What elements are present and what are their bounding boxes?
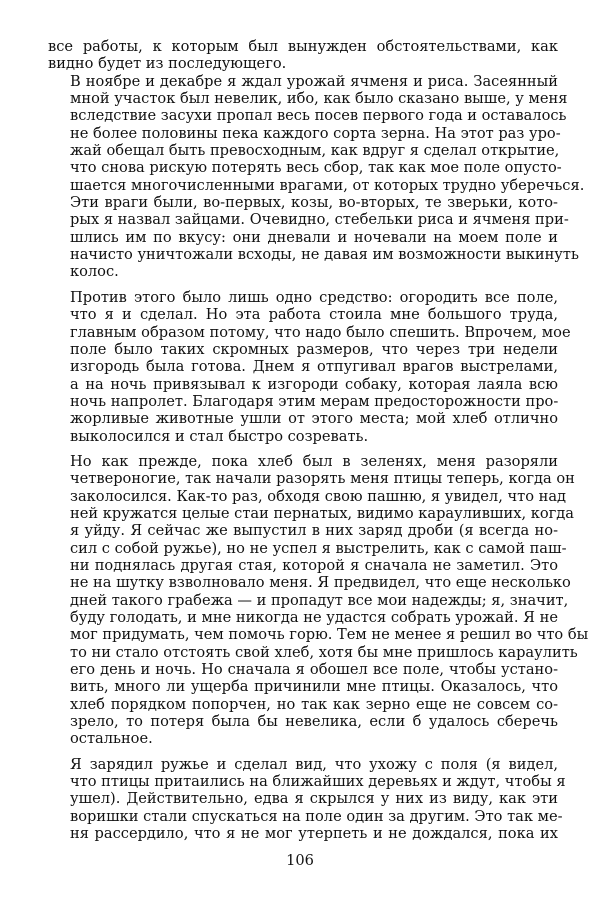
text-line: дней такого грабежа — и пропадут все мои надежды; я, значит, [70, 591, 569, 609]
text-line: Против этого было лишь одно средство: огородить все поле, [70, 288, 558, 306]
text-line: Но как прежде, пока хлеб был в зеленях, меня разоряли [70, 452, 558, 470]
book-page-text [48, 38, 589, 843]
text-line: главным образом потому, что надо было спешить. Впрочем, мое [70, 323, 571, 341]
text-line: я уйду. Я сейчас же выпустил в них заряд дроби (я всегда но- [70, 522, 558, 540]
text-line: что снова рискую потерять весь сбор, так как мое поле опусто- [70, 159, 562, 177]
text-line: ня рассердило, что я не мог утерпеть и не дождался, пока их [70, 825, 558, 843]
text-line: начисто уничтожали всходы, не давая им возможности выкинуть [70, 246, 579, 264]
text-line: что птицы притаились на ближайших деревьях и ждут, чтобы я [70, 773, 566, 791]
text-line: колос. [70, 263, 119, 281]
text-line: что я и сделал. Но эта работа стоила мне большого труда, [70, 306, 558, 324]
text-line: В ноябре и декабре я ждал урожай ячменя и риса. Засеянный [70, 72, 558, 90]
text-line: ночь напролет. Благодаря этим мерам предосторожности про- [70, 392, 559, 410]
text-line: изгородь была готова. Днем я отпугивал врагов выстрелами, [70, 358, 558, 376]
text-line: вить, много ли ущерба причинили мне птицы. Оказалось, что [70, 678, 558, 696]
paragraph-p4 [48, 452, 589, 748]
text-line: ней кружатся целые стаи пернатых, видимо карауливших, когда [70, 504, 574, 522]
text-line: остальное. [70, 730, 153, 748]
text-line: не на шутку взволновало меня. Я предвидел, что еще несколько [70, 574, 571, 592]
text-line: шается многочисленными врагами, от которых трудно уберечься. [70, 176, 585, 194]
text-line: не более половины пека каждого сорта зерна. На этот раз уро- [70, 124, 561, 142]
text-line: буду голодать, и мне никогда не удастся собрать урожай. Я не [70, 609, 558, 626]
text-line: вследствие засухи пропал весь посев первого года и оставалось [70, 107, 567, 125]
text-line: мог придумать, чем помочь горю. Тем не менее я решил во что бы [70, 626, 589, 644]
paragraph-p2 [48, 72, 585, 281]
text-line: шлись им по вкусу: они дневали и ночевали на моем поле и [70, 228, 558, 246]
paragraph-p1 [48, 38, 558, 73]
text-line: Эти враги были, во-первых, козы, во-вторых, те зверьки, кото- [70, 194, 558, 212]
text-line: жай обещал быть превосходным, как вдруг я сделал открытие, [70, 142, 560, 160]
page-number: 106 [286, 852, 314, 869]
text-line: хлеб порядком попорчен, но так как зерно еще не совсем со- [70, 695, 558, 713]
paragraph-p3 [48, 288, 571, 445]
text-line: поле было таких скромных размеров, что через три недели [70, 340, 558, 358]
text-line: а на ночь привязывал к изгороди собаку, которая лаяла всю [70, 375, 558, 393]
text-line: все работы, к которым был вынужден обстоятельствами, как [48, 38, 558, 55]
text-line: мной участок был невелик, ибо, как было сказано выше, у меня [70, 90, 568, 108]
text-line: жорливые животные ушли от этого места; мой хлеб отлично [70, 410, 558, 428]
text-line: рых я назвал зайцами. Очевидно, стебельки риса и ячменя при- [70, 211, 569, 229]
text-line: выколосился и стал быстро созревать. [70, 427, 369, 445]
text-line: ушел). Действительно, едва я скрылся у них из виду, как эти [70, 790, 558, 808]
text-line: то ни стало отстоять свой хлеб, хотя бы мне пришлось караулить [70, 643, 578, 661]
text-line: видно будет из последующего. [48, 55, 287, 73]
text-line: заколосился. Как-то раз, обходя свою пашню, я увидел, что над [70, 487, 567, 505]
paragraph-p5 [48, 755, 566, 843]
text-line: сил с собой ружье), но не успел я выстрелить, как с самой паш- [70, 539, 567, 557]
text-line: его день и ночь. Но сначала я обошел все поле, чтобы устано- [70, 661, 558, 679]
text-line: ни поднялась другая стая, которой я сначала не заметил. Это [70, 556, 558, 574]
text-line: четвероногие, так начали разорять меня птицы теперь, когда он [70, 470, 575, 488]
text-line: зрело, то потеря была бы невелика, если б удалось сберечь [70, 713, 558, 731]
text-line: воришки стали спускаться на поле один за другим. Это так ме- [70, 807, 563, 825]
text-line: Я зарядил ружье и сделал вид, что ухожу с поля (я видел, [70, 755, 558, 773]
